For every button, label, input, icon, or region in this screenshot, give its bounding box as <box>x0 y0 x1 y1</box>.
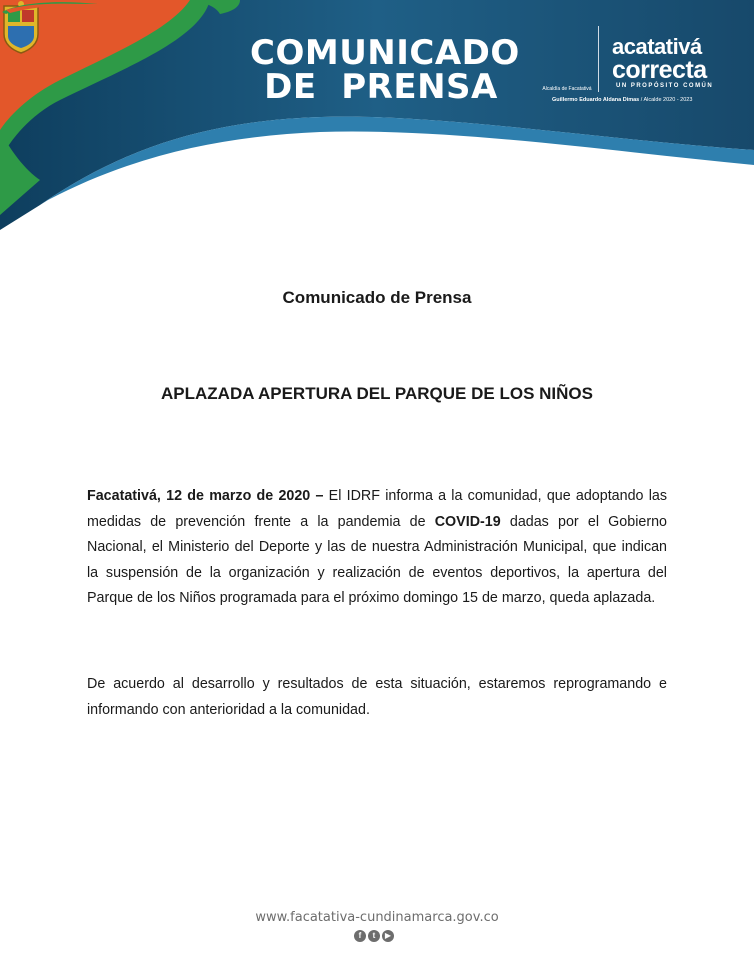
document-heading: Comunicado de Prensa <box>282 288 472 307</box>
paragraph-followup: De acuerdo al desarrollo y resultados de esta situación, estaremos reprogramando e informando con anterioridad a la comunidad. <box>87 676 667 718</box>
social-icons <box>354 930 394 944</box>
banner-title-line2: DE PRENSA <box>264 67 498 107</box>
footer-website-link[interactable]: www.facatativa-cundinamarca.gov.co <box>255 910 499 925</box>
youtube-icon[interactable]: ▶ <box>382 930 394 942</box>
brand-logo <box>612 26 724 89</box>
brand-divider <box>598 26 599 92</box>
twitter-icon[interactable]: t <box>368 930 380 942</box>
paragraph-text-a: El IDRF informa a la comunidad, que adoptando las medidas de prevención frente a la pandemia de <box>87 488 667 530</box>
covid-emphasis: COVID-19 <box>434 513 501 530</box>
crest-label: Alcaldía de Facatativá <box>542 86 592 92</box>
brand-tagline: UN PROPÓSITO COMÚN <box>616 83 714 89</box>
banner-title <box>250 33 520 107</box>
paragraph-announcement <box>87 484 667 612</box>
dateline: Facatativá, 12 de marzo de 2020 – <box>87 488 324 504</box>
brand-line1: acatativá <box>612 34 702 59</box>
document-title: APLAZADA APERTURA DEL PARQUE DE LOS NIÑOS <box>161 384 593 403</box>
banner-title-line1: COMUNICADO <box>250 33 520 73</box>
header-banner <box>0 0 754 230</box>
brand-swoosh-icon <box>0 0 100 14</box>
facebook-icon[interactable]: f <box>354 930 366 942</box>
paragraph-text-b: dadas por el Gobierno Nacional, el Ministerio del Deporte y las de nuestra Administración Municipal, que indican la suspensión de la organización y realización de eventos deportivos, la apertura del Parque de los Niños programada para el próximo domingo 15 de marzo, queda aplazada. <box>87 513 667 606</box>
mayor-role: / Alcalde 2020 - 2023 <box>639 97 693 103</box>
brand-line2: correcta <box>612 56 707 84</box>
mayor-credit <box>552 97 722 103</box>
mayor-name: Guillermo Eduardo Aldana Dimas <box>552 97 640 103</box>
